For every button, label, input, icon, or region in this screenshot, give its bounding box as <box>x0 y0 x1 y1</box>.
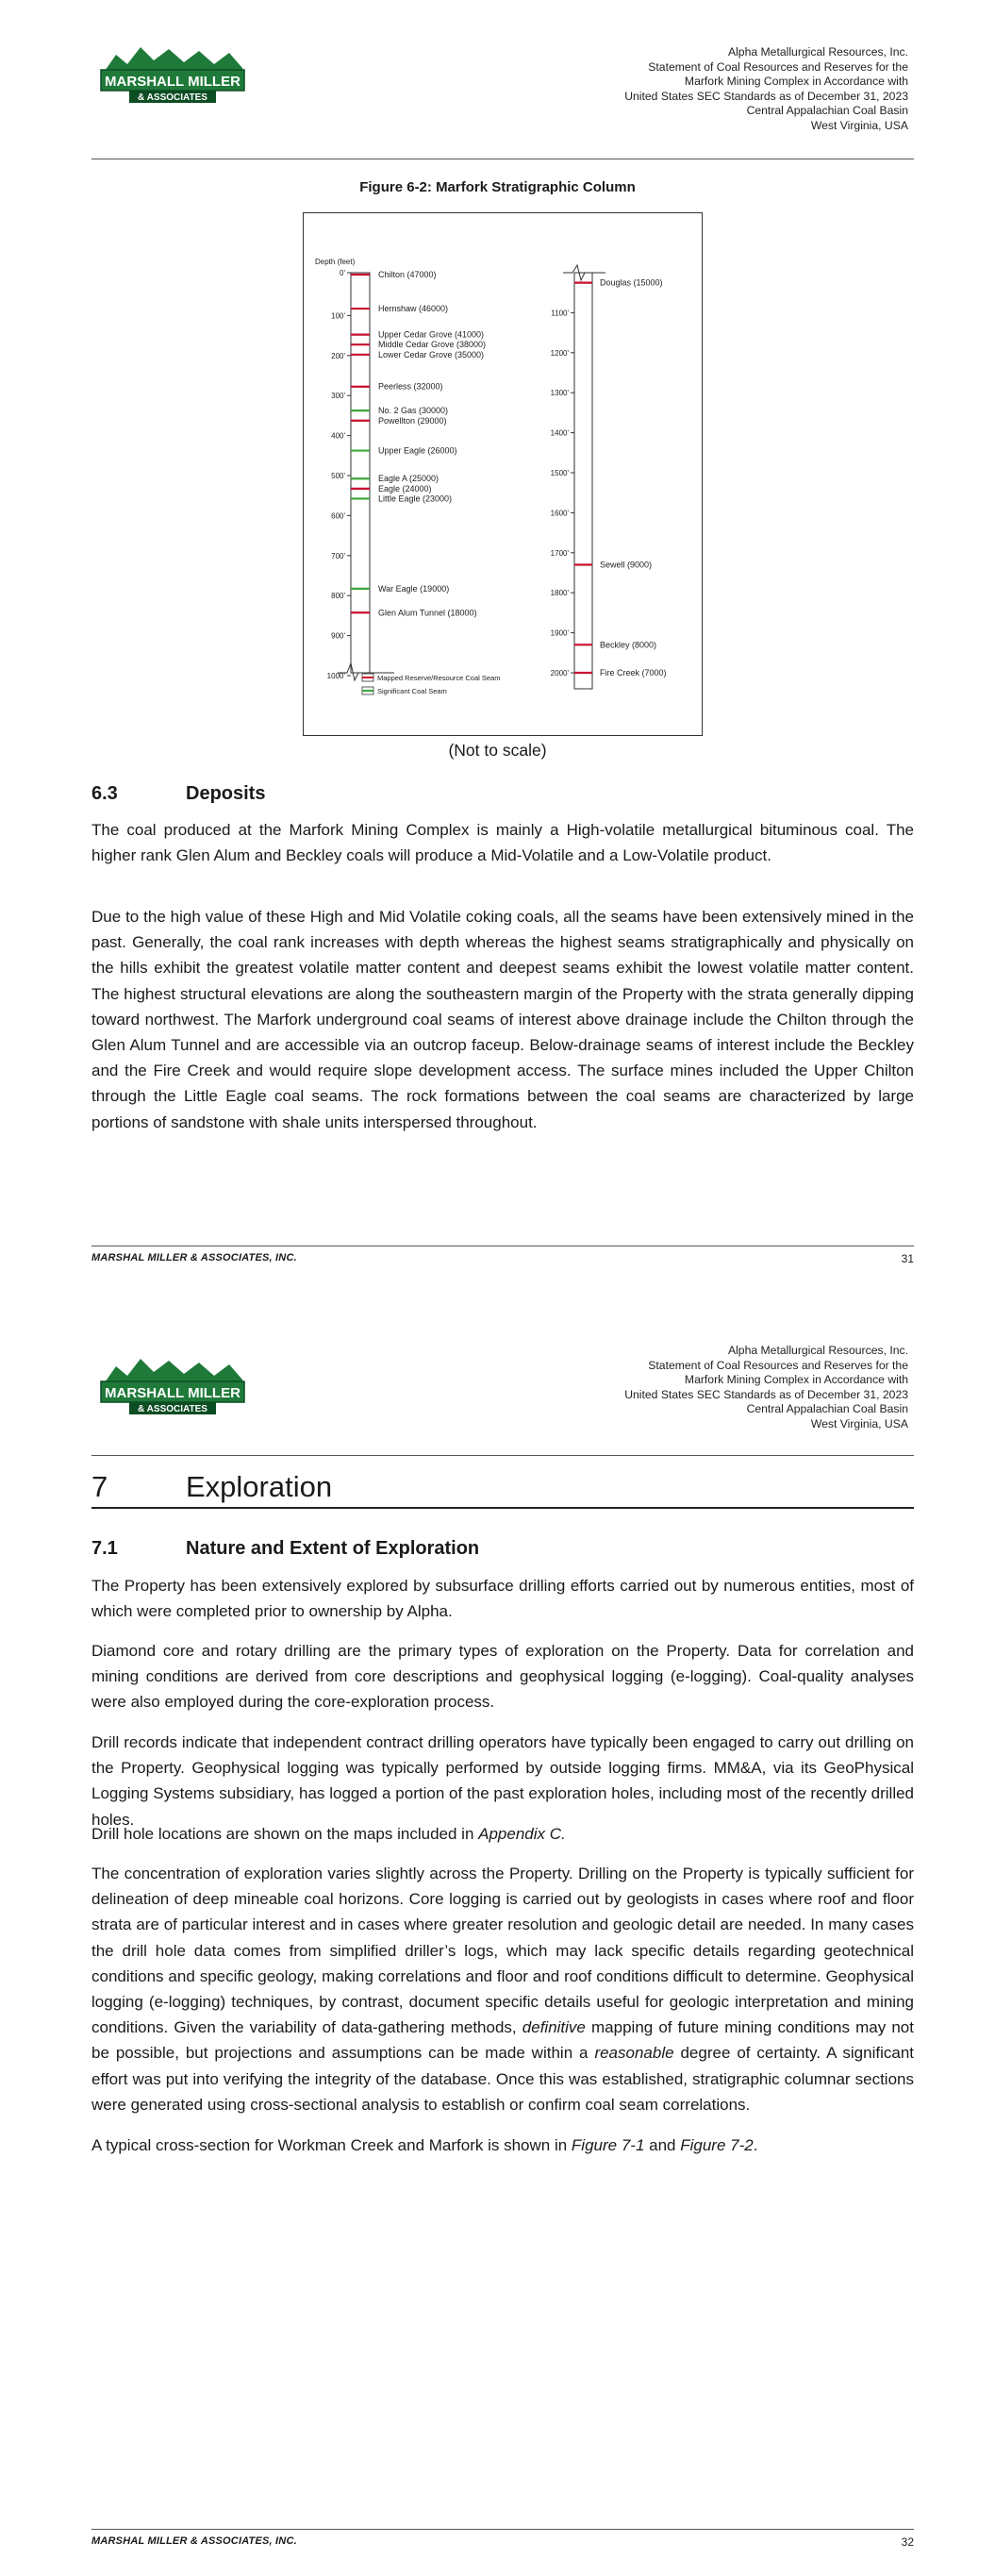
depth-axis-label: Depth (feet) <box>315 258 356 266</box>
header-line: Marfork Mining Complex in Accordance with <box>684 1373 908 1387</box>
header-line: Alpha Metallurgical Resources, Inc. <box>727 1344 908 1357</box>
coal-seam-label: Powellton (29000) <box>378 415 447 426</box>
coal-seam-label: Fire Creek (7000) <box>600 668 667 677</box>
header-line: Central Appalachian Coal Basin <box>746 104 908 118</box>
footer-divider <box>91 2529 914 2530</box>
paragraph-text: . <box>753 2136 758 2154</box>
exploration-paragraph-3: Drill records indicate that independent contract drilling operators have typically been engaged to carry out drilling on the Property. Geophysical logging was typically performed by outside logging firms. MM&A, via its GeoPhysical Logging Systems subsidiary, has logged a portion of the past exploration holes, including most of the recently drilled holes. <box>91 1733 914 1829</box>
depth-tick-label: 1800' <box>550 589 569 598</box>
legend-entry-label: Mapped Reserve/Resource Coal Seam <box>377 674 501 682</box>
page-31 <box>0 0 995 1269</box>
coal-seam-label: Douglas (15000) <box>600 277 663 288</box>
coal-seam-label: Sewell (9000) <box>600 560 653 570</box>
header-line: Marfork Mining Complex in Accordance with <box>684 75 908 89</box>
section-heading-7-1 <box>91 1538 479 1560</box>
coal-seam-label: Peerless (32000) <box>378 381 443 392</box>
header-line: Statement of Coal Resources and Reserves for the <box>648 1358 908 1372</box>
legend-entry-label: Significant Coal Seam <box>377 687 447 695</box>
header-divider <box>91 1455 914 1456</box>
header-line: United States SEC Standards as of December 31, 2023 <box>624 89 908 103</box>
figure-title: Figure 6-2: Marfork Stratigraphic Column <box>359 179 636 195</box>
coal-seam-label: Beckley (8000) <box>600 640 657 650</box>
header-line: Alpha Metallurgical Resources, Inc. <box>727 45 908 59</box>
exploration-paragraph-1: The Property has been extensively explored by subsurface drilling efforts carried out by numerous entities, most of which were completed prior to ownership by Alpha. <box>91 1577 914 1621</box>
coal-seam-label: Glen Alum Tunnel (18000) <box>378 608 477 618</box>
section-number: 6.3 <box>91 783 118 804</box>
page-number: 31 <box>901 1252 914 1265</box>
paragraph-text: degree of certainty. A significant effort was put into verifying the integrity of the database. Once this was established, stratigraphic columnar sections were generated using cross-sectional analysis to establish or confirm coal seam correlations. <box>91 2044 914 2114</box>
emphasis-text: definitive <box>522 2018 586 2037</box>
page-32 <box>0 1312 995 2576</box>
appendix-reference: Appendix C. <box>478 1825 566 1843</box>
depth-tick-label: 1600' <box>550 509 569 518</box>
coal-seam-label: Upper Cedar Grove (41000) <box>378 329 485 340</box>
coal-seam-label: Lower Cedar Grove (35000) <box>378 349 485 360</box>
coal-seam-label: Hernshaw (46000) <box>378 304 449 314</box>
depth-tick-label: 500' <box>331 472 345 480</box>
depth-tick-label: 1300' <box>550 389 569 398</box>
depth-tick-label: 700' <box>331 551 345 560</box>
svg-text:& ASSOCIATES: & ASSOCIATES <box>138 92 207 103</box>
coal-seam-label: Middle Cedar Grove (38000) <box>378 340 487 350</box>
chapter-number: 7 <box>91 1470 108 1503</box>
depth-tick-label: 1400' <box>550 428 569 438</box>
report-header <box>624 45 908 134</box>
depth-tick-label: 900' <box>331 631 345 641</box>
paragraph-text: The concentration of exploration varies slightly across the Property. Drilling on the Property is typically sufficient for delineation of deep mineable coal horizons. Core logging is carried out by geologists in cases where roof and floor strata are of particular interest and in cases where greater resolution and geologic detail are needed. In many cases the drill hole data comes from simplified driller’s logs, which may lack specific details regarding geotechnical conditions and specific geology, making correlations and floor and roof conditions difficult to determine. Geophysical logging (e-logging) techniques, by contrast, document specific details useful for geologic interpretation and mining conditions. Given the variability of data-gathering methods, <box>91 1865 914 2037</box>
deposits-paragraph-2: Due to the high value of these High and Mid Volatile coking coals, all the seams have been extensively mined in the past. Generally, the coal rank increases with depth whereas the highest seams stratigraphically and physically on the hills exhibit the greatest volatile matter content and deepest seams exhibit the lowest volatile matter content. The highest structural elevations are along the southeastern margin of the Property with the strata generally dipping toward northwest. The Marfork underground coal seams of interest above drainage include the Chilton through the Glen Alum Tunnel and are accessible via an outcrop faceup. Below-drainage seams of interest include the Beckley and the Fire Creek and would require slope development access. The surface mines included the Upper Chilton through the Little Eagle coal seams. The rock formations between the coal seams are characterized by large portions of sandstone with shale units interspersed throughout. <box>91 908 914 1131</box>
company-logo <box>97 1353 248 1421</box>
section-number: 7.1 <box>91 1538 118 1559</box>
figure-reference: Figure 7-2 <box>680 2136 754 2154</box>
paragraph-text: and <box>644 2136 681 2154</box>
depth-tick-label: 1900' <box>550 628 569 638</box>
deposits-paragraph-1: The coal produced at the Marfork Mining Complex is mainly a High-volatile metallurgical bituminous coal. The higher rank Glen Alum and Beckley coals will produce a Mid-Volatile and a Low-Volatile product. <box>91 821 914 865</box>
depth-tick-label: 1000' <box>326 672 345 680</box>
coal-seam-label: War Eagle (19000) <box>378 583 450 594</box>
depth-tick-label: 1500' <box>550 469 569 477</box>
paragraph-text: A typical cross-section for Workman Creek and Marfork is shown in <box>91 2136 572 2154</box>
paragraph-text: mapping of future mining conditions may not be possible, but projections and assumptions can be made within a <box>91 2018 914 2063</box>
coal-seam-label: Eagle A (25000) <box>378 474 439 484</box>
depth-tick-label: 2000' <box>550 669 569 677</box>
depth-tick-label: 200' <box>331 351 345 360</box>
footer-company: MARSHAL MILLER & ASSOCIATES, INC. <box>91 1252 297 1263</box>
paragraph-text: Drill hole locations are shown on the maps included in <box>91 1825 479 1843</box>
header-line: West Virginia, USA <box>810 1416 908 1430</box>
figure-reference: Figure 7-1 <box>571 2136 645 2154</box>
coal-seam-label: Little Eagle (23000) <box>378 493 453 504</box>
report-header <box>624 1344 908 1432</box>
depth-tick-label: 100' <box>331 311 345 321</box>
header-line: Statement of Coal Resources and Reserves for the <box>648 59 908 74</box>
depth-tick-label: 300' <box>331 392 345 401</box>
exploration-paragraph-5 <box>91 1861 914 2117</box>
exploration-paragraph-2: Diamond core and rotary drilling are the primary types of exploration on the Property. Data for correlation and mining conditions are derived from core descriptions and geophysical logging (e-logging). Coal-quality analyses were also employed during the core-exploration process. <box>91 1642 914 1712</box>
chapter-title: Exploration <box>186 1470 333 1503</box>
emphasis-text: reasonable <box>594 2044 674 2063</box>
svg-text:MARSHALL MILLER: MARSHALL MILLER <box>105 74 240 90</box>
header-line: West Virginia, USA <box>810 118 908 132</box>
header-line: Central Appalachian Coal Basin <box>746 1402 908 1416</box>
depth-tick-label: 1700' <box>550 548 569 558</box>
depth-tick-label: 1200' <box>550 348 569 358</box>
company-logo <box>97 42 248 109</box>
svg-text:& ASSOCIATES: & ASSOCIATES <box>138 1404 207 1414</box>
stratigraphic-column-figure <box>303 212 703 736</box>
section-heading-6-3 <box>91 783 265 805</box>
coal-seam-label: Chilton (47000) <box>378 270 437 279</box>
stratigraphic-column-svg <box>304 213 702 735</box>
depth-tick-label: 1100' <box>551 309 569 318</box>
depth-tick-label: 800' <box>331 592 345 601</box>
figure-caption: (Not to scale) <box>448 741 547 760</box>
exploration-paragraph-6 <box>91 2133 914 2158</box>
chapter-heading-7 <box>91 1470 914 1509</box>
coal-seam-label: Upper Eagle (26000) <box>378 445 457 456</box>
coal-seam-label: No. 2 Gas (30000) <box>378 406 449 416</box>
exploration-paragraph-4 <box>91 1821 914 1847</box>
footer-company: MARSHAL MILLER & ASSOCIATES, INC. <box>91 2535 297 2547</box>
depth-tick-label: 0' <box>340 269 345 277</box>
section-title: Deposits <box>186 783 266 804</box>
svg-text:MARSHALL MILLER: MARSHALL MILLER <box>105 1385 240 1401</box>
coal-seam-label: Eagle (24000) <box>378 483 432 493</box>
right-column-body <box>574 273 592 689</box>
header-line: United States SEC Standards as of December 31, 2023 <box>624 1387 908 1401</box>
depth-tick-label: 600' <box>331 511 345 521</box>
page-number: 32 <box>901 2535 914 2549</box>
section-title: Nature and Extent of Exploration <box>186 1538 480 1559</box>
depth-tick-label: 400' <box>331 431 345 441</box>
